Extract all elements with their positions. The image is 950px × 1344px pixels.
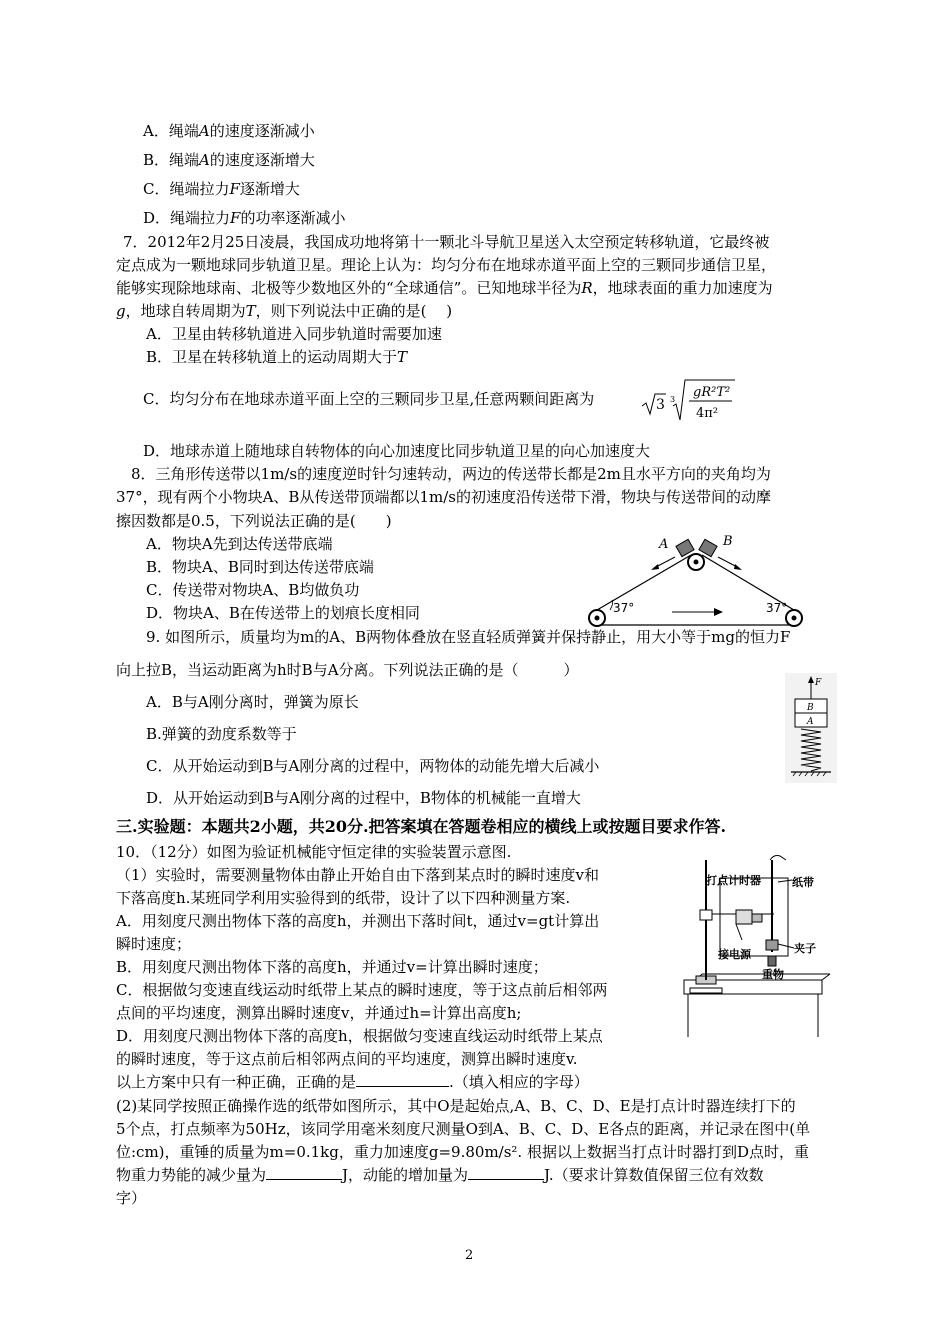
q6-option-b: B．绳端A的速度逐渐增大 [143,151,315,169]
label-f: F [815,678,822,688]
formula-denominator: 4π² [696,406,719,421]
label-tape: 纸带 [792,876,814,889]
q10-intro: 10．（12分）如图为验证机械能守恒定律的实验装置示意图. [116,843,512,861]
q10-part2-line1: (2)某同学按照正确操作选的纸带如图所示，其中O是起始点,A、B、C、D、E是打点计时器连续打下的 [116,1097,796,1115]
block-a [676,539,694,556]
q9-option-c: C．从开始运动到B与A刚分离的过程中，两物体的动能先增大后减小 [146,757,600,775]
q9-spring-figure [785,673,837,783]
q9-option-a: A．B与A刚分离时，弹簧为原长 [146,693,359,711]
q7-stem-line1: 7．2012年2月25日凌晨，我国成功地将第十一颗北斗导航卫星送入太空预定转移轨道，它最终被 [123,233,770,251]
label-clip: 夹子 [794,942,816,955]
q7-option-c: C．均匀分布在地球赤道平面上空的三颗同步卫星,任意两颗间距离为 [143,390,595,408]
q10-part2-line5: 字） [116,1189,147,1207]
q10-part1-line2: 下落高度h.某班同学利用实验得到的纸带，设计了以下四种测量方案. [116,889,571,907]
angle-right: 37° [766,601,788,615]
formula-sqrt3: 3 [656,397,665,413]
label-timer: 打点计时器 [706,874,761,887]
q10-apparatus-figure [682,852,832,1042]
q10-part2-line4: 物重力势能的减少量为 J，动能的增加量为 J.（要求计算数值保留三位有效数 [116,1166,764,1184]
label-b: B [807,703,814,713]
label-a: A [659,537,669,552]
q10-part1-line1: （1）实验时，需要测量物体由静止开始自由下落到某点时的瞬时速度v和 [116,866,600,884]
q10-option-c-line1: C．根据做匀变速直线运动时纸带上某点的瞬时速度，等于这点前后相邻两 [116,981,608,999]
q8-stem-line2: 37°，现有两个小物块A、B从传送带顶端都以1m/s的初速度沿传送带下滑，物块与传送带间的动摩 [116,488,771,506]
q10-answer-line: 以上方案中只有一种正确，正确的是 .（填入相应的字母） [116,1073,589,1091]
section-3-heading: 三.实验题：本题共2小题，共20分.把答案填在答题卷相应的横线上或按题目要求作答. [116,817,727,836]
q9-option-b: B.弹簧的劲度系数等于 [146,725,297,743]
q7-stem-line2: 定点成为一颗地球同步轨道卫星。理论上认为：均匀分布在地球赤道平面上空的三颗同步通信卫星， [116,256,777,274]
page-number: 2 [465,1248,474,1263]
q8-option-a: A．物块A先到达传送带底端 [146,535,333,553]
q8-stem-line3: 擦因数都是0.5，下列说法正确的是( ) [116,512,392,530]
q10-option-d-line2: 的瞬时速度，等于这点前后相邻两点间的平均速度，测算出瞬时速度v. [116,1050,578,1068]
q10-option-c-line2: 点间的平均速度，测算出瞬时速度v，并通过h=计算出高度h; [116,1004,522,1022]
label-a: A [807,717,814,727]
angle-left: 37° [613,601,635,615]
q9-option-d: D．从开始运动到B与A刚分离的过程中，B物体的机械能一直增大 [146,789,581,807]
q6-option-a: A．绳端A的速度逐渐减小 [143,122,315,140]
q6-option-c: C．绳端拉力F逐渐增大 [143,180,300,198]
q7-option-b: B．卫星在转移轨道上的运动周期大于T [146,348,408,366]
q7-formula [640,376,740,426]
q8-option-d: D．物块A、B在传送带上的划痕长度相同 [146,604,420,622]
q7-option-a: A．卫星由转移轨道进入同步轨道时需要加速 [146,325,442,343]
q8-option-c: C．传送带对物块A、B均做负功 [146,581,360,599]
formula-numerator: gR²T² [693,385,731,400]
q8-stem-line1: 8．三角形传送带以1m/s的速度逆时针匀速转动，两边的传送带长都是2m且水平方向的夹角均为 [131,465,771,483]
q10-option-d-line1: D．用刻度尺测出物体下落的高度h，根据做匀变速直线运动时纸带上某点 [116,1027,603,1045]
block-b [699,539,717,556]
label-power: 接电源 [718,948,751,961]
q8-option-b: B．物块A、B同时到达传送带底端 [146,558,374,576]
q8-conveyor-figure [580,530,815,630]
q10-part2-line3: 位:cm)，重锤的质量为m=0.1kg，重力加速度g=9.80m/s². 根据以上数据当打点计时器打到D点时，重 [116,1143,809,1161]
q6-option-d: D．绳端拉力F的功率逐渐减小 [143,209,346,227]
label-b: B [723,534,733,549]
q10-option-b: B．用刻度尺测出物体下落的高度h，并通过v=计算出瞬时速度； [116,958,548,976]
answer-blank-3[interactable] [468,1165,544,1180]
q7-option-d: D．地球赤道上随地球自转物体的向心加速度比同步轨道卫星的向心加速度大 [143,442,651,460]
q10-option-a-line1: A．用刻度尺测出物体下落的高度h，并测出下落时间t，通过v=gt计算出 [116,912,600,930]
q7-stem-line3: 能够实现除地球南、北极等少数地区外的“全球通信”。已知地球半径为R，地球表面的重力加速度为 [116,279,773,297]
q10-option-a-line2: 瞬时速度； [116,935,192,953]
label-weight: 重物 [762,968,784,981]
q9-stem-line1: 9. 如图所示，质量均为m的A、B两物体叠放在竖直轻质弹簧并保持静止，用大小等于mg的恒力F [146,628,791,646]
q9-stem-line2: 向上拉B，当运动距离为h时B与A分离。下列说法正确的是（ ） [116,661,579,679]
formula-root-index: 3 [670,395,676,404]
answer-blank-1[interactable] [356,1072,449,1087]
q10-part2-line2: 5个点，打点频率为50Hz，该同学用毫米刻度尺测量O到A、B、C、D、E各点的距离，并记录在图中(单 [116,1120,811,1138]
answer-blank-2[interactable] [266,1165,342,1180]
q7-stem-line4: g，地球自转周期为T，则下列说法中正确的是( ) [116,302,453,320]
